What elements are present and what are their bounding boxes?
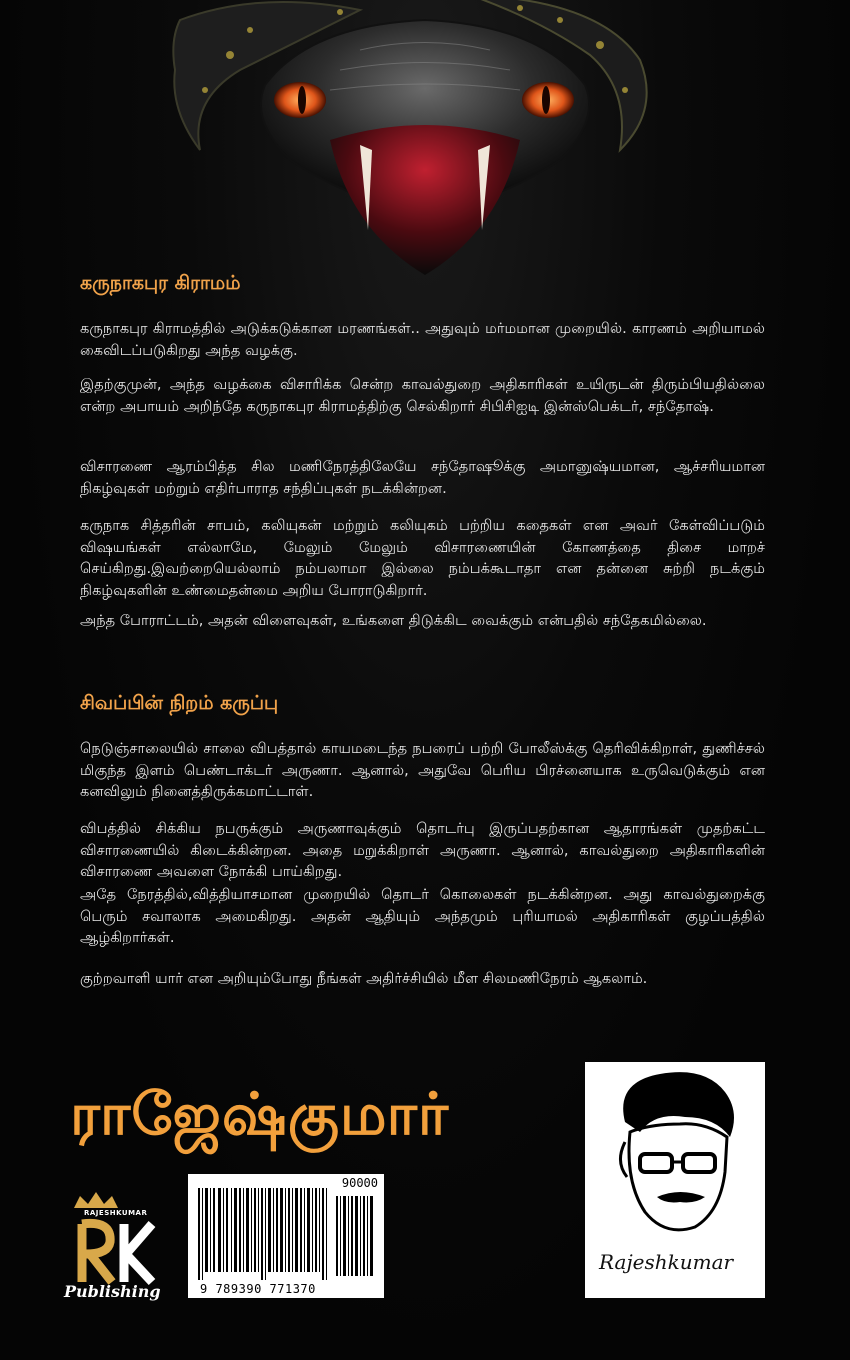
story-two-paragraph: அதே நேரத்தில்,வித்தியாசமான முறையில் தொடர் கொலைகள் நடக்கின்றன. அது காவல்துறைக்கு பெரும் சவாலாக அமைகிறது. அதன் ஆதியும் அந்தமும் புரியாமல் அதிகாரிகள் குழப்பத்தில் ஆழ்கிறார்கள். [80, 886, 765, 946]
story-two-paragraph: விபத்தில் சிக்கிய நபருக்கும் அருணாவுக்கும் தொடர்பு இருப்பதற்கான ஆதாரங்கள் முதற்கட்ட விசாரணையில் கிடைக்கின்றன. அதை மறுக்கிறாள் அருணா. ஆனால், காவல்துறை அதிகாரிகளின் விசாரணை அவளை நோக்கி பாய்கிறது. [80, 820, 765, 880]
story-two-title: சிவப்பின் நிறம் கருப்பு [80, 692, 279, 714]
story-one-title: கருநாகபுர கிராமம் [80, 272, 241, 294]
barcode-bars [188, 1174, 384, 1298]
author-name: ராஜேஷ்குமார் [70, 1080, 450, 1148]
publisher-logo [52, 1190, 172, 1305]
story-two-paragraph: நெடுஞ்சாலையில் சாலை விபத்தால் காயமடைந்த நபரைப் பற்றி போலீஸ்க்கு தெரிவிக்கிறாள், துணிச்சல் மிகுந்த இளம் பெண்டாக்டர் அருணா. ஆனால், அதுவே பெரிய பிரச்னையாக உருவெடுக்கும் என கனவிலும் நினைத்திருக்கமாட்டாள். [80, 740, 765, 800]
snake-illustration [0, 0, 850, 280]
isbn-barcode [188, 1174, 384, 1298]
story-two-paragraph: குற்றவாளி யார் என அறியும்போது நீங்கள் அதிர்ச்சியில் மீள சிலமணிநேரம் ஆகலாம். [80, 970, 648, 987]
story-one-paragraph: அந்த போராட்டம், அதன் விளைவுகள், உங்களை திடுக்கிட வைக்கும் என்பதில் சந்தேகமில்லை. [80, 612, 707, 629]
author-portrait [585, 1062, 765, 1298]
story-one-paragraph: கருநாகபுர கிராமத்தில் அடுக்கடுக்கான மரணங்கள்.. அதுவும் மர்மமான முறையில். காரணம் அறியாமல் கைவிடப்படுகிறது அந்த வழக்கு. [80, 320, 765, 359]
publisher-brand: RAJESHKUMAR [84, 1209, 148, 1217]
barcode-addon: 90000 [341, 1176, 378, 1190]
isbn-number: 9 789390 771370 [200, 1282, 316, 1296]
publisher-name: Publishing [64, 1282, 161, 1301]
story-one-paragraph: விசாரணை ஆரம்பித்த சில மணிநேரத்திலேயே சந்தோஷூக்கு அமானுஷ்யமான, ஆச்சரியமான நிகழ்வுகள் மற்றும் எதிர்பாராத சந்திப்புகள் நடக்கின்றன. [80, 458, 765, 497]
story-one-paragraph: இதற்குமுன், அந்த வழக்கை விசாரிக்க சென்ற காவல்துறை அதிகாரிகள் உயிருடன் திரும்பியதில்லை என்ற அபாயம் அறிந்தே கருநாகபுர கிராமத்திற்கு செல்கிறார் சிபிசிஐடி இன்ஸ்பெக்டர், சந்தோஷ். [80, 376, 765, 415]
author-signature: Rajeshkumar [599, 1250, 734, 1274]
story-one-paragraph: கருநாக சித்தரின் சாபம், கலியுகன் மற்றும் கலியுகம் பற்றிய கதைகள் என அவர் கேள்விப்படும் விஷயங்கள் எல்லாமே, மேலும் மேலும் விசாரணையின் கோணத்தை திசை மாறச் செய்கிறது.இவற்றையெல்லாம் நம்பலாமா இல்லை நம்பக்கூடாதா என தன்னை சுற்றி நடக்கும் நிகழ்வுகளின் உண்மைதன்மை அறிய போராடுகிறார். [80, 517, 765, 599]
